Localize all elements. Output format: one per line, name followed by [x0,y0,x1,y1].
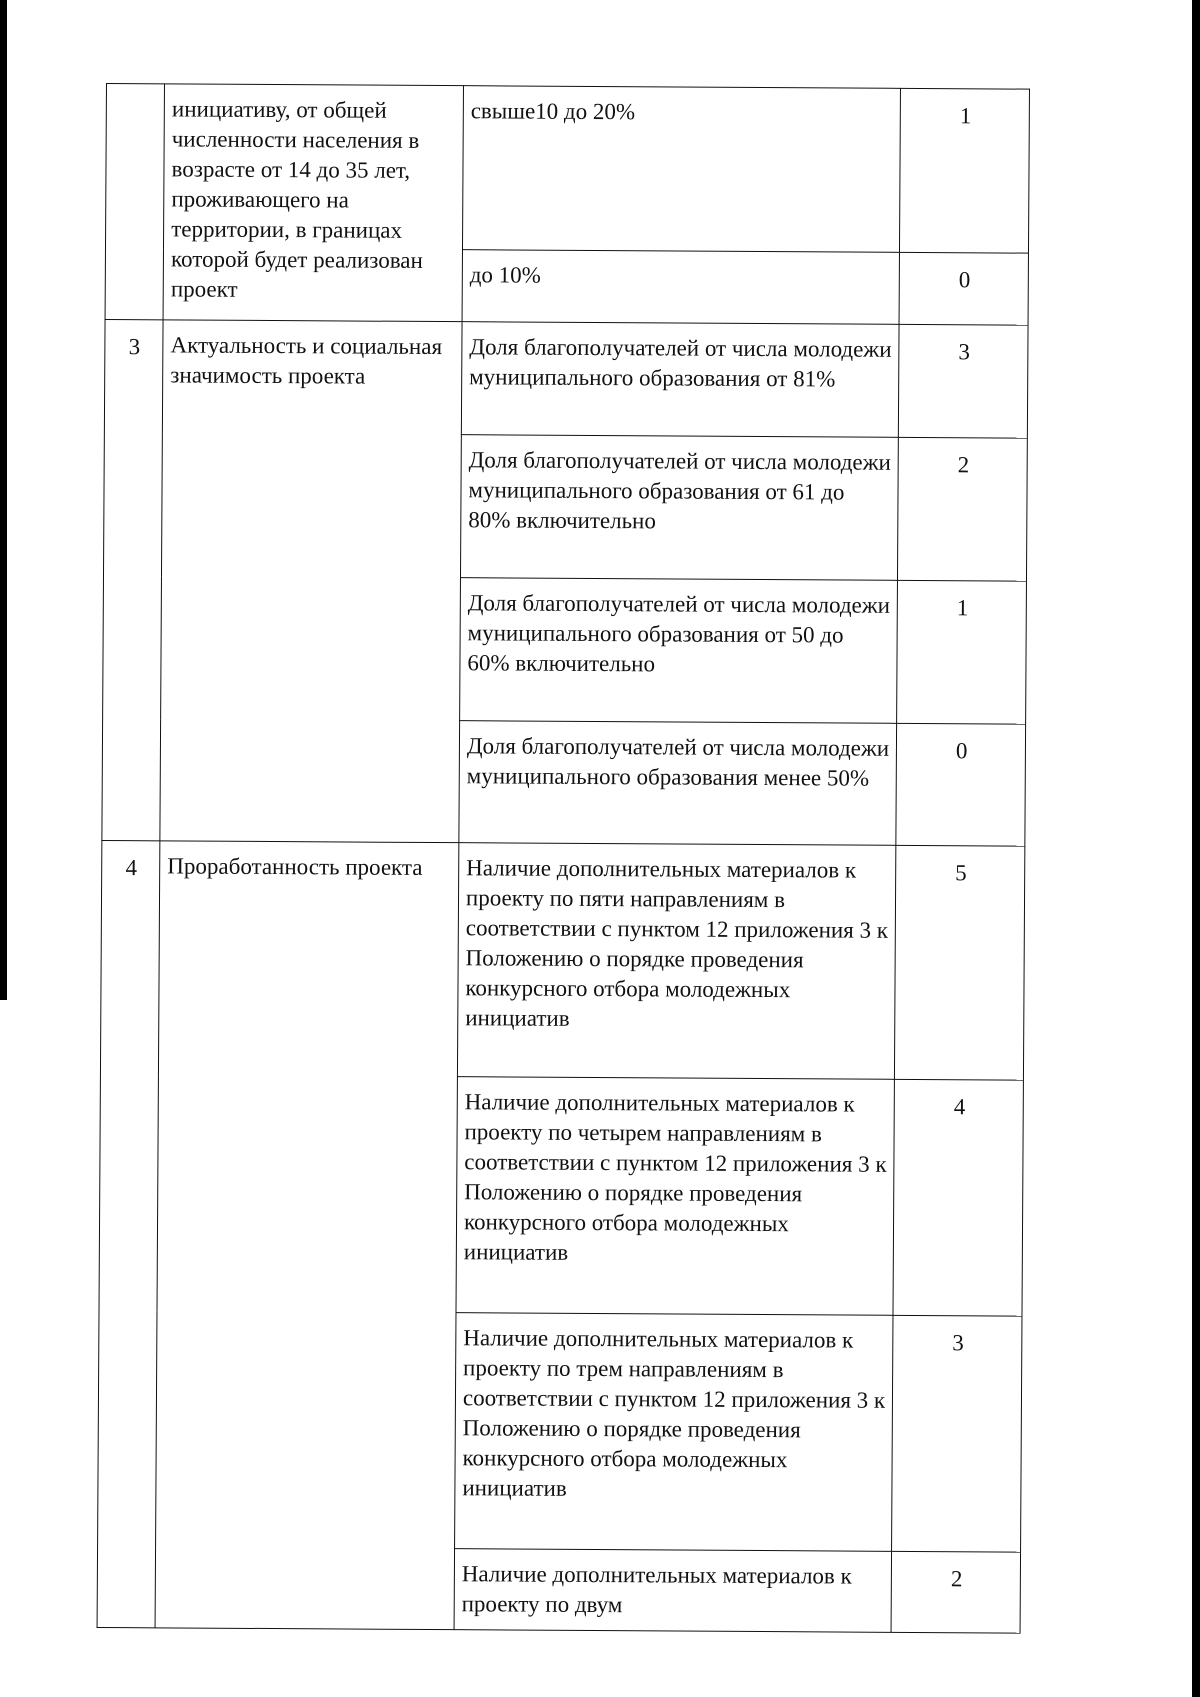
option-score: 3 [892,1315,1022,1552]
criterion-name: Проработанность проекта [155,841,459,1630]
row-number: 4 [97,840,160,1627]
row-number: 3 [102,319,163,840]
table-row [105,84,1029,254]
criterion-name: инициативу, от общей численности населения в возрасте от 14 до 35 лет, проживающего на территории, в границах которой будет реализован проект [163,84,463,322]
option-text: до 10% [462,250,900,325]
option-text: Наличие дополнительных материалов к проекту по пяти направлениям в соответствии с пунктом 12 приложения 3 к Положению о порядке проведения конкурсного отбора молодежных инициатив [457,843,896,1080]
option-score: 4 [893,1079,1023,1316]
option-text: свыше10 до 20% [462,86,901,253]
row-number [105,84,165,320]
table-row [104,319,1028,438]
option-score: 2 [892,1551,1021,1633]
option-text: Доля благополучателей от числа молодежи муниципального образования от 61 до 80% включительно [460,435,898,581]
option-score: 2 [898,437,1027,581]
option-score: 5 [895,845,1025,1080]
criterion-name: Актуальность и социальная значимость проекта [160,320,462,843]
table-row [100,840,1024,1080]
option-score: 1 [900,88,1030,253]
option-text: Наличие дополнительных материалов к проекту по трем направлениям в соответствии с пунктом 12 приложения 3 к Положению о порядке проведения конкурсного отбора молодежных инициатив [454,1313,893,1552]
option-text: Доля благополучателей от числа молодежи муниципального образования от 50 до 60% включительно [460,578,898,724]
option-text: Доля благополучателей от числа молодежи муниципального образования от 81% [461,322,899,438]
option-text: Наличие дополнительных материалов к проекту по четырем направлениям в соответствии с пунктом 12 приложения 3 к Положению о порядке проведения конкурсного отбора молодежных инициатив [456,1077,895,1316]
option-score: 0 [900,252,1029,325]
scan-edge-left [0,0,7,1000]
option-text: Доля благополучателей от числа молодежи муниципального образования менее 50% [459,721,897,846]
option-score: 0 [896,723,1025,846]
option-score: 3 [899,324,1028,438]
option-score: 1 [897,580,1026,724]
scan-edge-right [1192,0,1200,1697]
criteria-table [97,83,1030,1634]
option-text: Наличие дополнительных материалов к проекту по двум [454,1549,892,1633]
